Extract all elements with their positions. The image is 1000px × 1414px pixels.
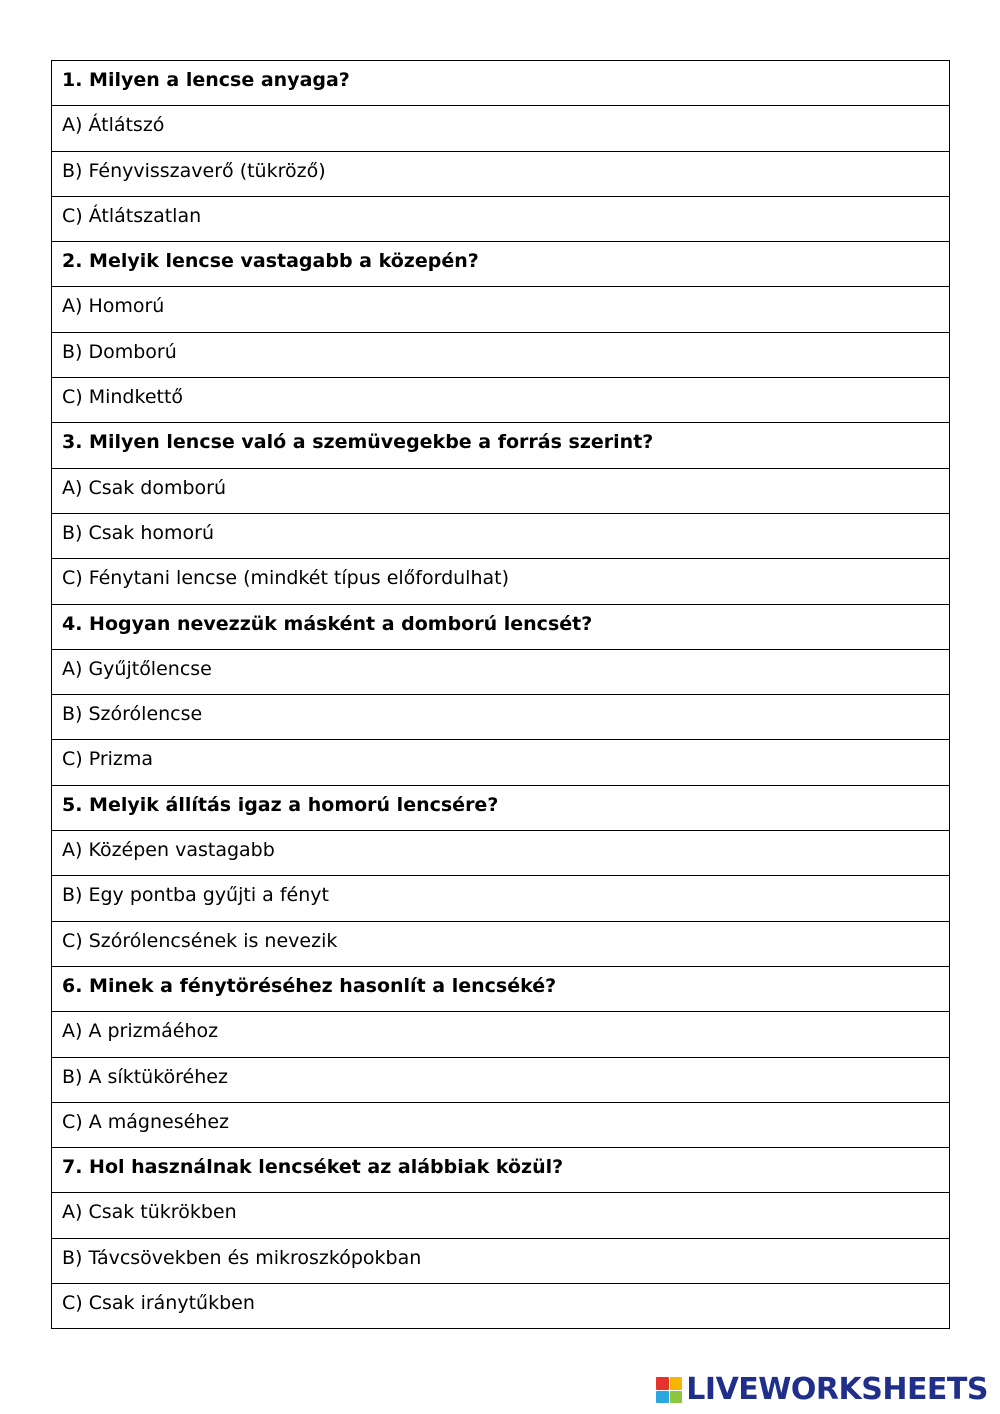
answer-option-text: B) Távcsövekben és mikroszkópokban — [62, 1246, 422, 1269]
answer-option-row[interactable] — [52, 513, 950, 558]
question-text: 2. Melyik lencse vastagabb a közepén? — [62, 250, 479, 273]
answer-option-row[interactable] — [52, 876, 950, 921]
answer-option-row[interactable] — [52, 1238, 950, 1283]
answer-option-text: B) A síktüköréhez — [62, 1065, 228, 1088]
answer-option-cell[interactable] — [52, 876, 950, 921]
answer-option-text: B) Egy pontba gyűjti a fényt — [62, 884, 329, 907]
answer-option-cell[interactable] — [52, 1012, 950, 1057]
answer-option-text: C) Mindkettő — [62, 386, 184, 409]
question-cell — [52, 61, 950, 106]
answer-option-text: A) A prizmáéhoz — [62, 1020, 219, 1043]
answer-option-row[interactable] — [52, 695, 950, 740]
question-text: 6. Minek a fénytöréséhez hasonlít a lencséké? — [62, 974, 557, 997]
logo-text: LIVEWORKSHEETS — [686, 1372, 988, 1407]
liveworksheets-logo — [656, 1373, 988, 1407]
answer-option-row[interactable] — [52, 921, 950, 966]
question-cell — [52, 423, 950, 468]
logo-mark-tile — [656, 1377, 669, 1390]
question-row — [52, 785, 950, 830]
answer-option-row[interactable] — [52, 1284, 950, 1329]
quiz-body — [52, 61, 950, 1329]
question-cell — [52, 604, 950, 649]
logo-mark-tile — [656, 1391, 669, 1404]
answer-option-text: A) Átlátszó — [62, 114, 165, 137]
answer-option-cell[interactable] — [52, 1284, 950, 1329]
answer-option-cell[interactable] — [52, 1238, 950, 1283]
logo-mark-tile — [670, 1391, 683, 1404]
question-cell — [52, 785, 950, 830]
answer-option-cell[interactable] — [52, 740, 950, 785]
quiz-table — [51, 60, 950, 1329]
question-cell — [52, 1148, 950, 1193]
answer-option-cell[interactable] — [52, 513, 950, 558]
answer-option-cell[interactable] — [52, 1102, 950, 1147]
answer-option-cell[interactable] — [52, 921, 950, 966]
answer-option-cell[interactable] — [52, 196, 950, 241]
logo-mark-tile — [670, 1377, 683, 1390]
answer-option-text: B) Domború — [62, 340, 177, 363]
answer-option-cell[interactable] — [52, 106, 950, 151]
answer-option-row[interactable] — [52, 1057, 950, 1102]
answer-option-row[interactable] — [52, 559, 950, 604]
answer-option-text: A) Homorú — [62, 295, 165, 318]
answer-option-cell[interactable] — [52, 649, 950, 694]
answer-option-row[interactable] — [52, 649, 950, 694]
answer-option-text: A) Gyűjtőlencse — [62, 657, 212, 680]
answer-option-cell[interactable] — [52, 378, 950, 423]
answer-option-text: C) Szórólencsének is nevezik — [62, 929, 338, 952]
answer-option-row[interactable] — [52, 1012, 950, 1057]
question-text: 1. Milyen a lencse anyaga? — [62, 69, 350, 91]
answer-option-text: B) Fényvisszaverő (tükröző) — [62, 159, 326, 182]
answer-option-row[interactable] — [52, 106, 950, 151]
answer-option-text: A) Csak domború — [62, 476, 227, 499]
answer-option-row[interactable] — [52, 287, 950, 332]
question-text: 4. Hogyan nevezzük másként a domború lencsét? — [62, 612, 593, 635]
answer-option-text: A) Csak tükrökben — [62, 1201, 237, 1224]
question-row — [52, 1148, 950, 1193]
answer-option-cell[interactable] — [52, 1193, 950, 1238]
question-row — [52, 423, 950, 468]
answer-option-cell[interactable] — [52, 559, 950, 604]
answer-option-text: C) Fénytani lencse (mindkét típus előfordulhat) — [62, 567, 510, 590]
question-row — [52, 242, 950, 287]
answer-option-cell[interactable] — [52, 151, 950, 196]
answer-option-row[interactable] — [52, 332, 950, 377]
answer-option-cell[interactable] — [52, 468, 950, 513]
answer-option-row[interactable] — [52, 1102, 950, 1147]
question-cell — [52, 966, 950, 1011]
answer-option-row[interactable] — [52, 378, 950, 423]
answer-option-row[interactable] — [52, 831, 950, 876]
answer-option-text: B) Szórólencse — [62, 703, 203, 726]
answer-option-text: B) Csak homorú — [62, 521, 214, 544]
answer-option-text: A) Középen vastagabb — [62, 839, 275, 862]
question-row — [52, 966, 950, 1011]
liveworksheets-logo-mark — [656, 1377, 682, 1403]
question-row — [52, 61, 950, 106]
question-text: 3. Milyen lencse való a szemüvegekbe a forrás szerint? — [62, 431, 654, 454]
answer-option-text: C) Prizma — [62, 748, 154, 771]
answer-option-row[interactable] — [52, 740, 950, 785]
answer-option-cell[interactable] — [52, 287, 950, 332]
question-row — [52, 604, 950, 649]
answer-option-cell[interactable] — [52, 831, 950, 876]
answer-option-text: C) Átlátszatlan — [62, 204, 202, 227]
answer-option-row[interactable] — [52, 468, 950, 513]
answer-option-cell[interactable] — [52, 695, 950, 740]
question-text: 5. Melyik állítás igaz a homorú lencsére? — [62, 793, 499, 816]
answer-option-row[interactable] — [52, 1193, 950, 1238]
answer-option-row[interactable] — [52, 151, 950, 196]
question-cell — [52, 242, 950, 287]
answer-option-cell[interactable] — [52, 332, 950, 377]
answer-option-text: C) Csak iránytűkben — [62, 1292, 255, 1315]
answer-option-row[interactable] — [52, 196, 950, 241]
answer-option-cell[interactable] — [52, 1057, 950, 1102]
answer-option-text: C) A mágneséhez — [62, 1110, 229, 1133]
question-text: 7. Hol használnak lencséket az alábbiak közül? — [62, 1156, 564, 1179]
